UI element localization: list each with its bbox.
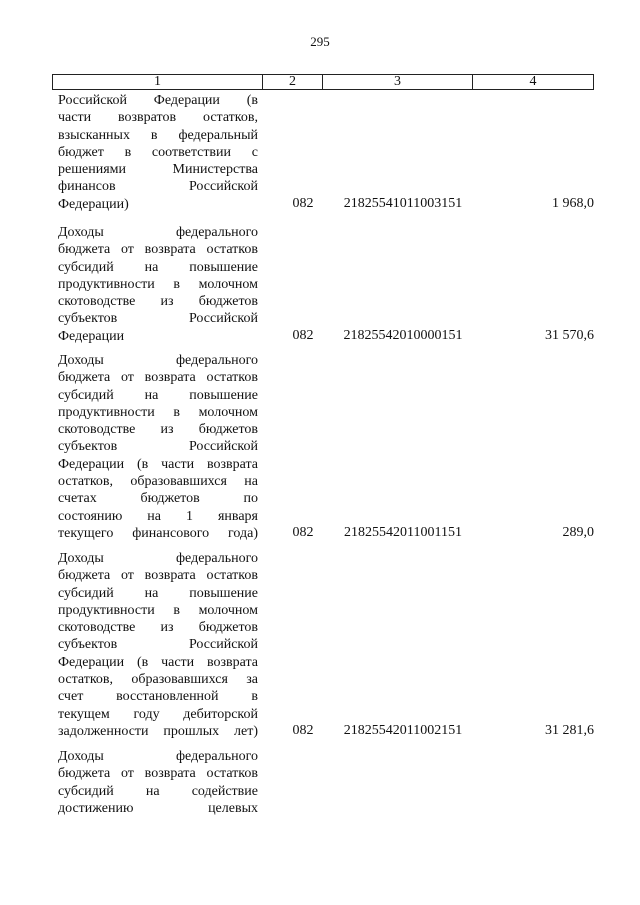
description-line: продуктивности в молочном bbox=[58, 602, 258, 618]
description-line: текущего финансового года) bbox=[58, 525, 258, 541]
description-line: бюджет в соответствии с bbox=[58, 144, 258, 160]
description-line: текущем году дебиторской bbox=[58, 706, 258, 722]
admin-code: 082 bbox=[292, 525, 314, 540]
description-line: финансов Российской bbox=[58, 179, 258, 195]
description-line: Доходы федерального bbox=[58, 353, 258, 368]
table-header bbox=[52, 74, 594, 90]
description-line: продуктивности в молочном bbox=[58, 404, 258, 420]
description-line: продуктивности в молочном bbox=[58, 276, 258, 292]
description-line: бюджета от возврата остатков bbox=[58, 568, 258, 584]
description-line: решениями Министерства bbox=[58, 162, 258, 178]
description-line: бюджета от возврата остатков bbox=[58, 766, 258, 782]
description-line: скотоводстве из бюджетов bbox=[58, 294, 258, 310]
description-line: субсидий на повышение bbox=[58, 259, 258, 275]
description-line: бюджета от возврата остатков bbox=[58, 242, 258, 258]
description-line: остатков, образовавшихся за bbox=[58, 672, 258, 688]
row-description bbox=[58, 550, 258, 740]
description-line: Федерации (в части возврата bbox=[58, 654, 258, 670]
admin-code: 082 bbox=[292, 195, 314, 211]
description-line: Федерации bbox=[58, 328, 125, 344]
header-col-3: 3 bbox=[323, 75, 473, 89]
description-line: Доходы федерального bbox=[58, 225, 258, 240]
amount: 31 281,6 bbox=[545, 723, 594, 738]
amount: 31 570,6 bbox=[545, 327, 594, 343]
description-line: скотоводстве из бюджетов bbox=[58, 620, 258, 636]
description-line: субъектов Российской bbox=[58, 311, 258, 327]
description-line: Доходы федерального bbox=[58, 749, 258, 764]
admin-code: 082 bbox=[292, 723, 314, 738]
budget-code: 21825541011003151 bbox=[343, 195, 463, 211]
description-line: взысканных в федеральный bbox=[58, 127, 258, 143]
description-line: остатков, образовавшихся на bbox=[58, 474, 258, 490]
row-description bbox=[58, 352, 258, 542]
description-line: Доходы федерального bbox=[58, 551, 258, 566]
description-line: субсидий на повышение bbox=[58, 387, 258, 403]
header-col-1: 1 bbox=[53, 75, 263, 89]
row-description bbox=[58, 92, 258, 213]
description-line: бюджета от возврата остатков bbox=[58, 370, 258, 386]
description-line: Федерации (в части возврата bbox=[58, 456, 258, 472]
page-number: 295 bbox=[310, 34, 330, 49]
amount: 289,0 bbox=[562, 525, 594, 540]
header-col-4: 4 bbox=[529, 74, 537, 89]
header-col-2: 2 bbox=[263, 75, 323, 89]
amount: 1 968,0 bbox=[552, 195, 594, 211]
description-line: субъектов Российской bbox=[58, 637, 258, 653]
description-line: Российской Федерации (в bbox=[58, 93, 258, 108]
budget-code: 21825542011002151 bbox=[343, 723, 463, 738]
description-line: Федерации) bbox=[58, 196, 129, 212]
description-line: состоянию на 1 января bbox=[58, 508, 258, 524]
description-line: скотоводстве из бюджетов bbox=[58, 422, 258, 438]
description-line: субъектов Российской bbox=[58, 439, 258, 455]
description-line: задолженности прошлых лет) bbox=[58, 723, 258, 739]
description-line: части возвратов остатков, bbox=[58, 110, 258, 126]
description-line: субсидий на содействие bbox=[58, 783, 258, 799]
row-description bbox=[58, 224, 258, 345]
budget-code: 21825542010000151 bbox=[343, 327, 463, 343]
description-line: достижению целевых bbox=[58, 800, 258, 816]
budget-code: 21825542011001151 bbox=[344, 525, 462, 540]
description-line: счет восстановленной в bbox=[58, 689, 258, 705]
description-line: счетах бюджетов по bbox=[58, 491, 258, 507]
description-line: субсидий на повышение bbox=[58, 585, 258, 601]
row-description bbox=[58, 748, 258, 817]
admin-code: 082 bbox=[292, 327, 314, 343]
